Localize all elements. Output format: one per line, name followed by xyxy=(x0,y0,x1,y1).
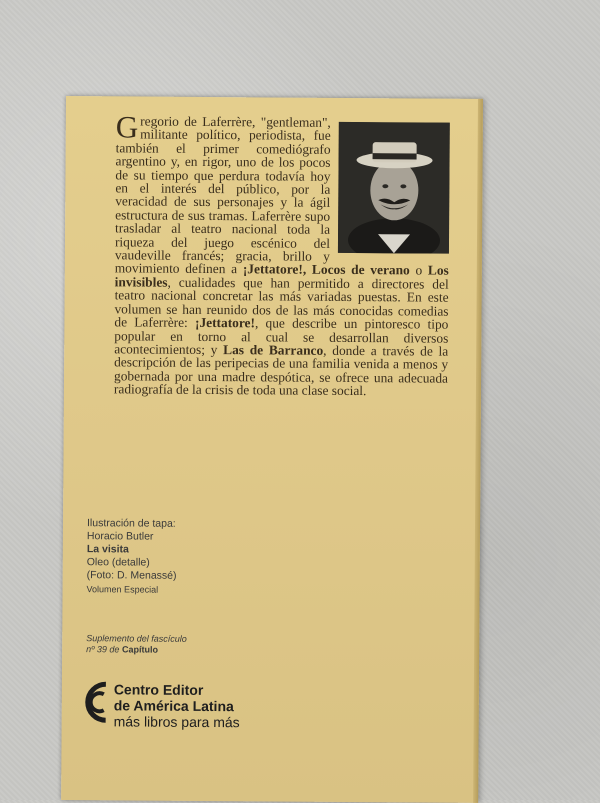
title-separator-2: o xyxy=(409,262,429,278)
supplement-line-2-prefix: nº 39 de xyxy=(86,643,123,654)
title-los-invisibles: Los invisibles xyxy=(114,263,449,290)
portrait-image xyxy=(338,122,450,254)
publisher-name-line-2: de América Latina xyxy=(113,697,234,715)
title-las-de-barranco: Las de Barranco xyxy=(223,342,324,358)
publisher-name-line-1: Centro Editor xyxy=(113,681,204,698)
credits-line-5: (Foto: D. Menassé) xyxy=(86,569,177,582)
supplement-note xyxy=(86,633,187,655)
book-back-cover xyxy=(61,96,483,803)
supplement-line-2-title: Capítulo xyxy=(121,643,159,655)
credits-line-2: Horacio Butler xyxy=(86,530,154,543)
publisher-logo-icon xyxy=(80,680,110,724)
blurb-text xyxy=(113,109,450,399)
special-volume-label: Volumen Especial xyxy=(86,584,159,595)
cover-edge xyxy=(473,99,483,803)
credits-line-1: Ilustración de tapa: xyxy=(86,517,176,530)
title-jettatore: ¡Jettatore! xyxy=(242,261,303,278)
blurb-part-2: , cualidades que han permitido a directores del teatro nacional concretar las más variadas puestas. En este volumen se han reunido dos de las más conocidas comedias de Laferrère: xyxy=(114,274,449,330)
publisher-slogan: más libros para más xyxy=(113,713,240,731)
credits-line-3: La visita xyxy=(86,543,129,556)
publisher-block xyxy=(80,680,380,742)
credits-line-4: Oleo (detalle) xyxy=(86,556,150,569)
blurb-part-3: , que describe un pintoresco tipo popular en torno al cual se desarrollan diversos acontecimientos; y xyxy=(114,315,449,358)
blurb-part-4: , donde a través de la descripción de las peripecias de una familia venida a menos y gobernada por una madre despótica, se ofrece una adecuada radiografía de la crisis de toda una clase social. xyxy=(113,342,449,399)
cover-illustration-credits xyxy=(87,517,337,584)
author-portrait xyxy=(338,122,450,254)
blurb-part-1: regorio de Laferrère, "gentleman", militante político, periodista, fue también el primer comediógrafo argentino y, en rigor, uno de los pocos de su tiempo que perdura todavía hoy en el interés del público, por la veracidad de sus personajes y la ágil estructura de sus tramas. Laferrère supo trasladar al teatro nacional toda la riqueza del juego escénico del vaudeville francés; gracia, brillo y movimiento definen a xyxy=(114,113,331,277)
title-locos-de-verano: Locos de verano xyxy=(311,262,410,278)
title-separator-1: , xyxy=(302,262,313,278)
publisher-name xyxy=(114,681,240,730)
supplement-line-1: Suplemento del fascículo xyxy=(86,633,187,644)
title-jettatore-2: ¡Jettatore! xyxy=(194,315,256,331)
drop-cap: G xyxy=(115,109,139,145)
